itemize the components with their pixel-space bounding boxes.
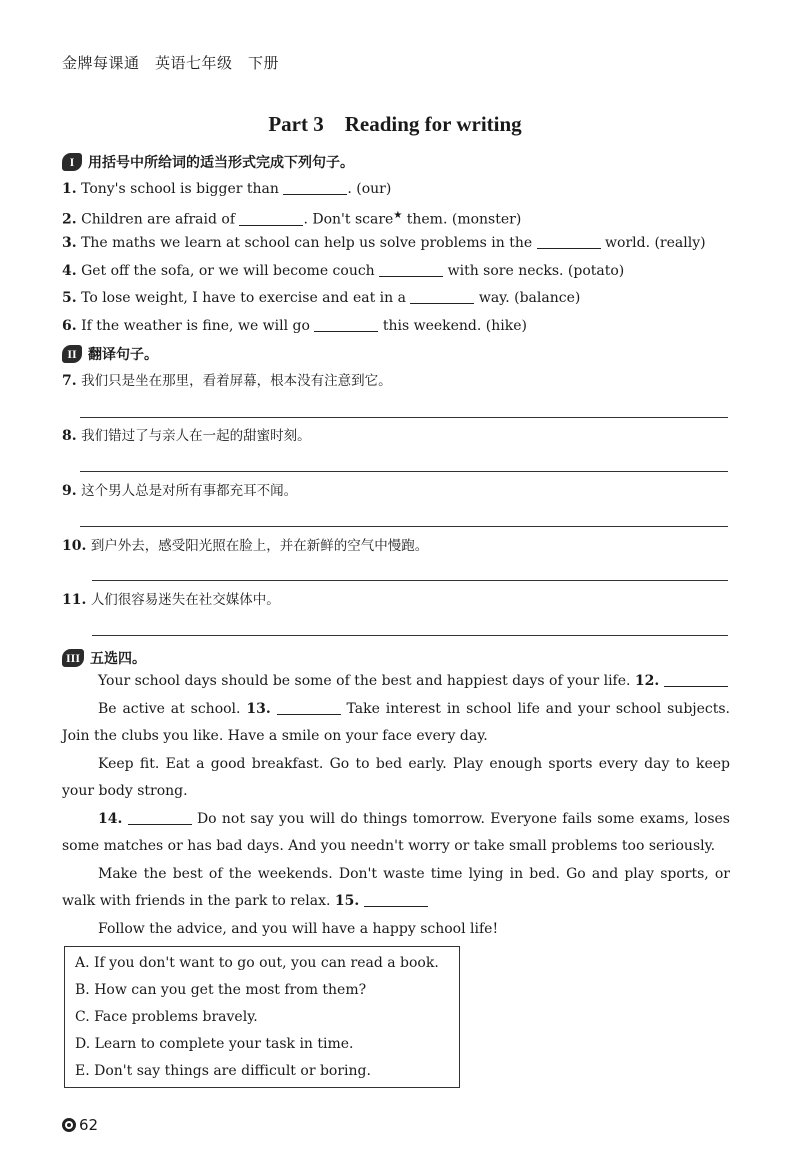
answer-line-7[interactable] xyxy=(80,417,728,418)
question-9: 9. 这个男人总是对所有事都充耳不闻。 xyxy=(62,483,298,499)
answer-blank-14[interactable] xyxy=(128,810,192,825)
question-8: 8. 我们错过了与亲人在一起的甜蜜时刻。 xyxy=(62,428,311,444)
section-2-title: 翻译句子。 xyxy=(88,347,158,363)
section-1-title: 用括号中所给词的适当形式完成下列句子。 xyxy=(88,155,354,171)
section-1-icon: I xyxy=(62,153,82,171)
answer-blank-13[interactable] xyxy=(277,700,341,715)
passage xyxy=(62,668,730,943)
option-e: E. Don't say things are difficult or boring. xyxy=(75,1063,371,1079)
passage-paragraph-4: 14. Do not say you will do things tomorrow. Everyone fails some exams, loses some matches or has bad days. And you needn't worry or take small problems too seriously. xyxy=(62,810,730,854)
options-box xyxy=(64,946,460,1088)
part-title: Part 3 Reading for writing xyxy=(268,112,522,136)
option-d: D. Learn to complete your task in time. xyxy=(75,1036,354,1052)
question-1: 1. Tony's school is bigger than . (our) xyxy=(62,181,392,197)
option-c: C. Face problems bravely. xyxy=(75,1009,258,1025)
question-11: 11. 人们很容易迷失在社交媒体中。 xyxy=(62,592,280,608)
answer-line-11[interactable] xyxy=(92,635,728,636)
section-2-heading xyxy=(62,344,158,364)
answer-blank[interactable] xyxy=(314,317,378,332)
answer-line-8[interactable] xyxy=(80,471,728,472)
passage-paragraph-6: Follow the advice, and you will have a happy school life! xyxy=(98,920,499,937)
passage-paragraph-3: Keep fit. Eat a good breakfast. Go to bed early. Play enough sports every day to keep your body strong. xyxy=(62,755,730,799)
question-3: 3. The maths we learn at school can help us solve problems in the world. (really) xyxy=(62,235,706,251)
section-1-heading xyxy=(62,152,354,172)
section-2-icon: II xyxy=(62,345,82,363)
answer-blank-12[interactable] xyxy=(664,672,728,687)
answer-blank[interactable] xyxy=(239,211,303,226)
question-7: 7. 我们只是坐在那里，看着屏幕，根本没有注意到它。 xyxy=(62,373,392,389)
passage-paragraph-2: Be active at school. 13. Take interest in school life and your school subjects. Join the clubs you like. Have a smile on your face every day. xyxy=(62,700,731,744)
question-4: 4. Get off the sofa, or we will become couch with sore necks. (potato) xyxy=(62,263,625,279)
passage-paragraph-1: Your school days should be some of the best and happiest days of your life. 12. xyxy=(62,668,730,696)
answer-line-10[interactable] xyxy=(92,580,728,581)
question-10: 10. 到户外去，感受阳光照在脸上，并在新鲜的空气中慢跑。 xyxy=(62,538,429,554)
option-a: A. If you don't want to go out, you can read a book. xyxy=(75,955,439,971)
page-badge-icon xyxy=(62,1118,76,1132)
answer-line-9[interactable] xyxy=(80,526,728,527)
question-6: 6. If the weather is fine, we will go this weekend. (hike) xyxy=(62,318,527,334)
section-3-heading xyxy=(62,648,146,668)
answer-blank[interactable] xyxy=(379,262,443,277)
star-icon: ★ xyxy=(393,210,403,221)
answer-blank[interactable] xyxy=(283,180,347,195)
passage-paragraph-5: Make the best of the weekends. Don't waste time lying in bed. Go and play sports, or walk with friends in the park to relax. 15. xyxy=(62,865,730,909)
option-b: B. How can you get the most from them? xyxy=(75,982,367,998)
section-3-title: 五选四。 xyxy=(90,651,146,667)
question-2: 2. Children are afraid of . Don't scare★ them. (monster) xyxy=(62,210,522,228)
section-3-icon: III xyxy=(62,649,84,667)
question-5: 5. To lose weight, I have to exercise and eat in a way. (balance) xyxy=(62,290,581,306)
page-number xyxy=(62,1116,98,1134)
answer-blank[interactable] xyxy=(410,289,474,304)
page-number-text: 62 xyxy=(79,1116,99,1134)
answer-blank-15[interactable] xyxy=(364,892,428,907)
answer-blank[interactable] xyxy=(537,234,601,249)
book-header: 金牌每课通 英语七年级 下册 xyxy=(62,54,280,72)
